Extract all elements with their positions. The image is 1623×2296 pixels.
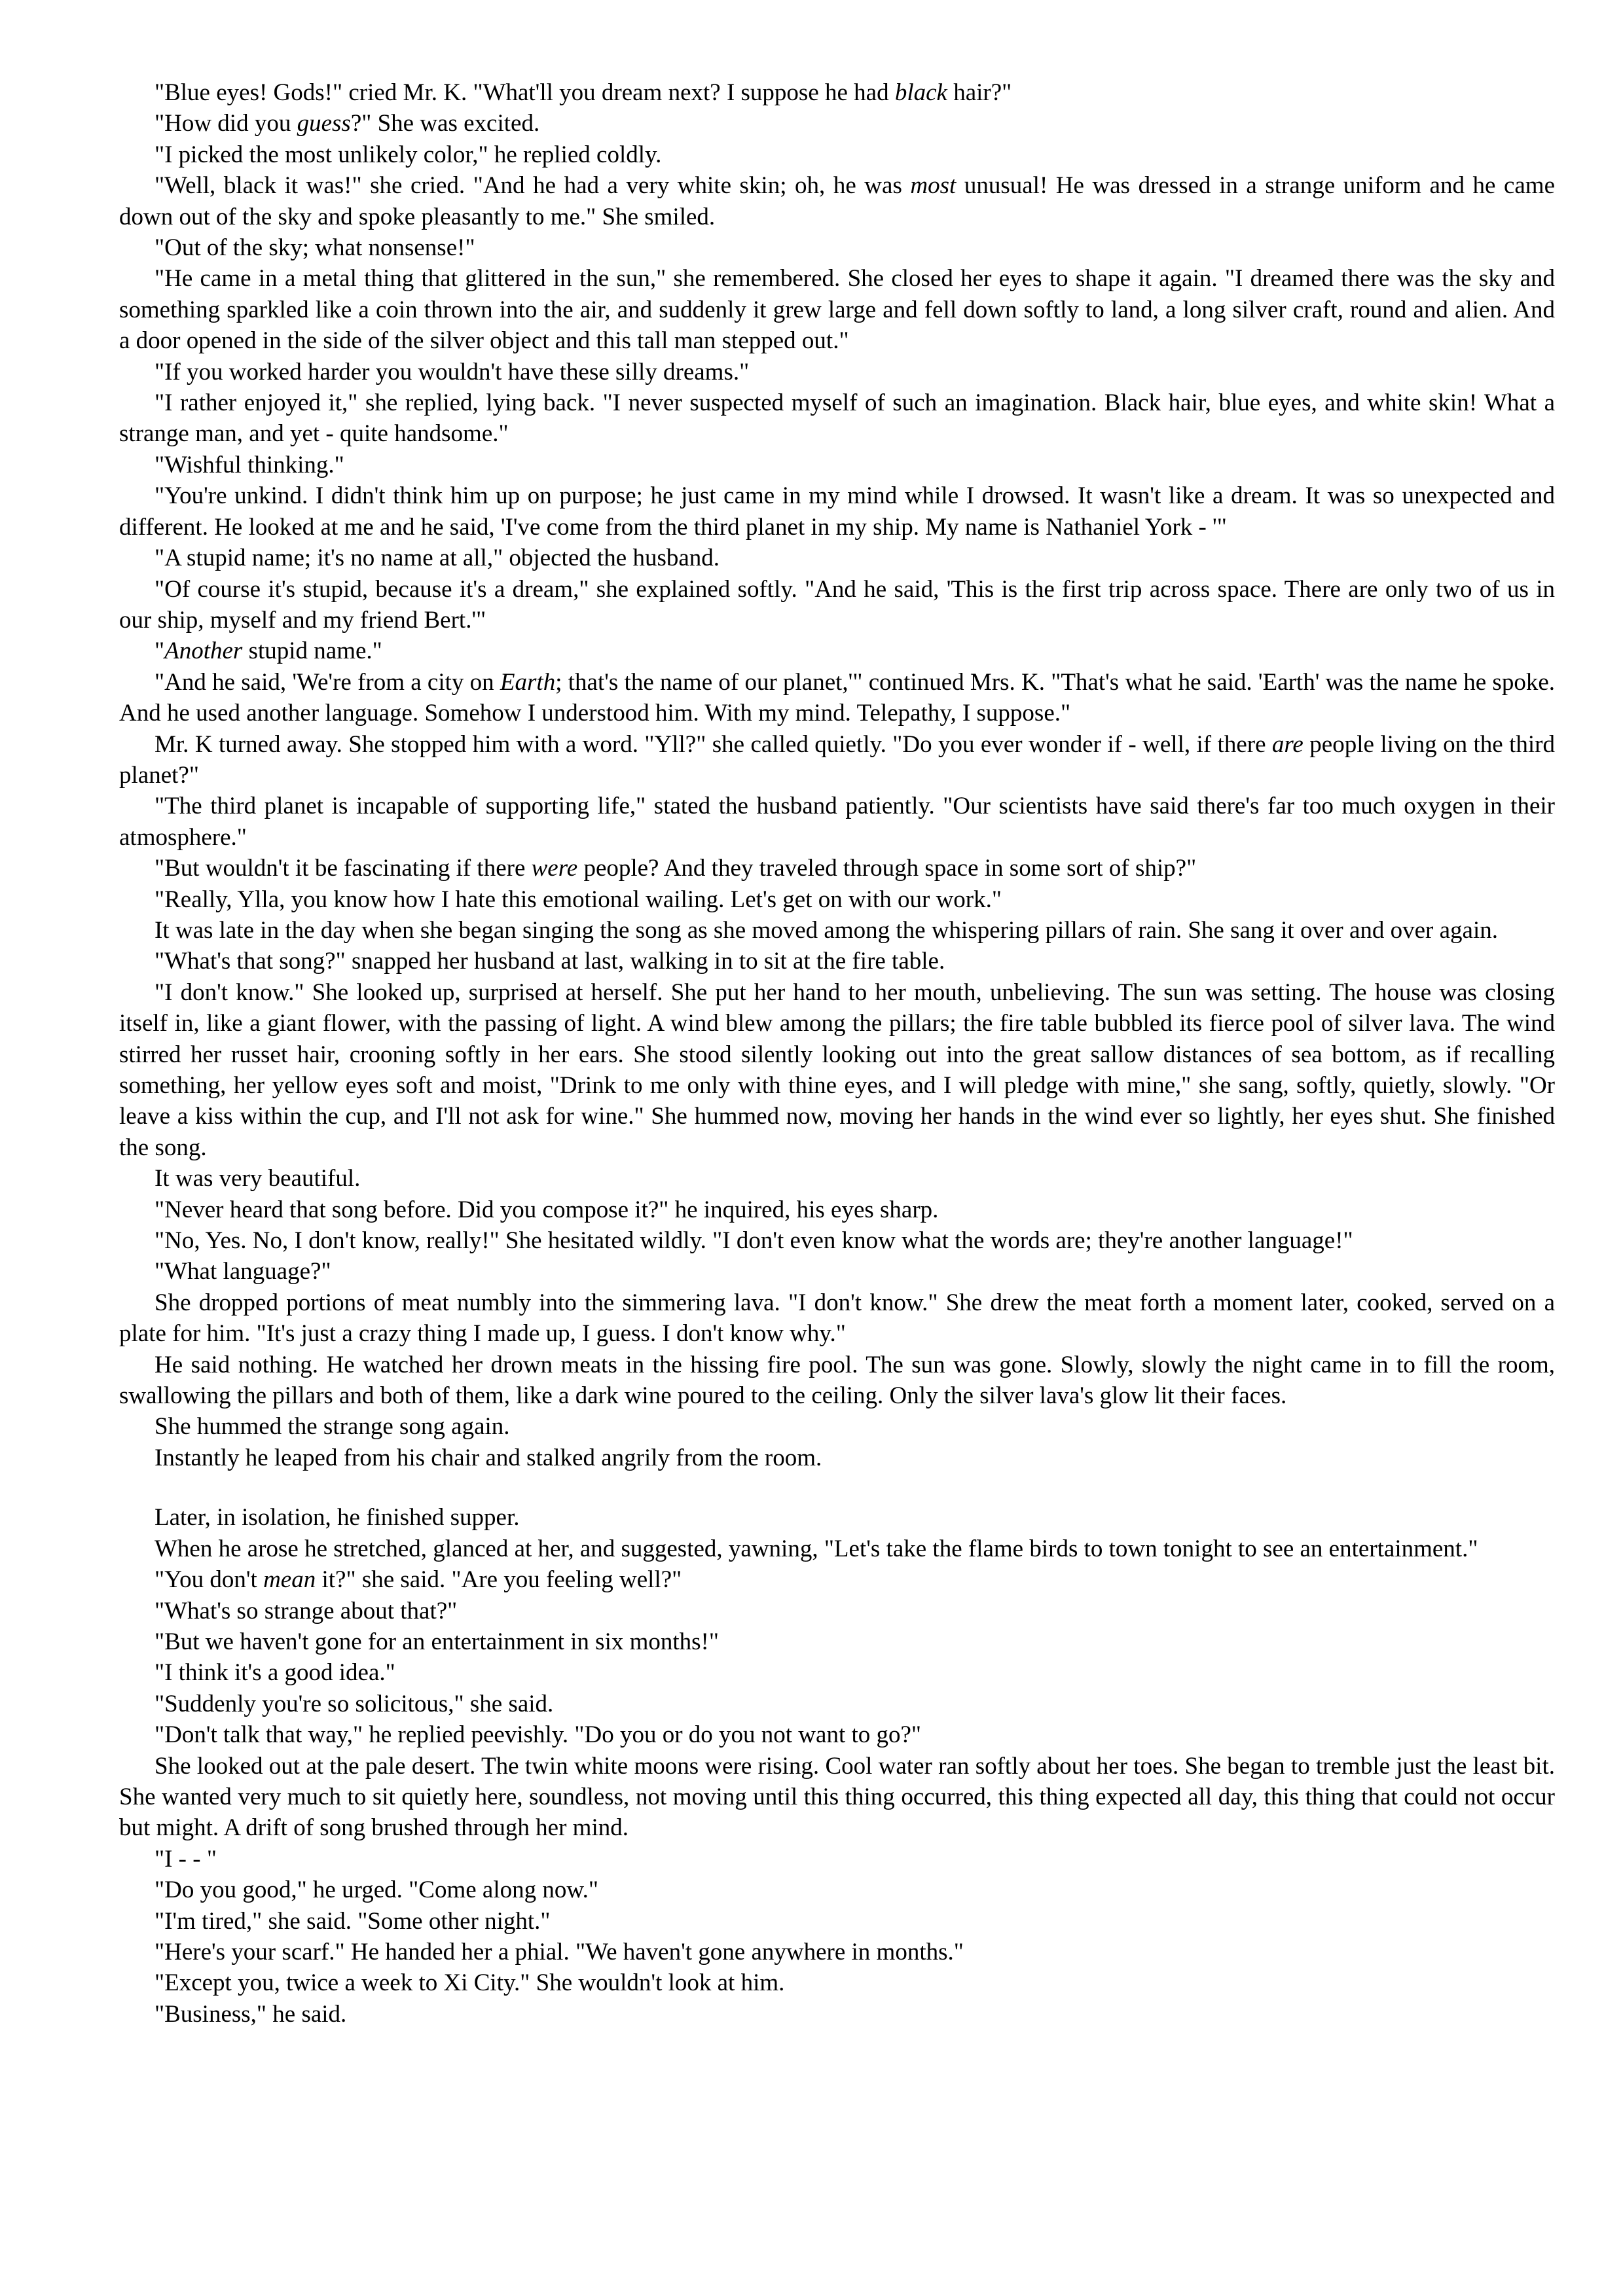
text-run: She looked out at the pale desert. The twin white moons were rising. Cool water ran softly about her toes. She began to tremble just the least bit. She wanted very much to sit quietly here, soundless, not moving until this thing occurred, this thing expected all day, this thing that could not occur but might. A drift of song brushed through her mind.: [119, 1752, 1555, 1842]
paragraph: [119, 170, 1555, 232]
paragraph: [119, 1626, 1555, 1657]
paragraph: [119, 480, 1555, 543]
paragraph: [119, 915, 1555, 946]
text-run: "How did you: [155, 110, 297, 137]
text-run: Later, in isolation, he finished supper.: [155, 1504, 520, 1532]
paragraph: [119, 1443, 1555, 1473]
text-run: "If you worked harder you wouldn't have these silly dreams.": [155, 358, 750, 386]
paragraph: [119, 1225, 1555, 1256]
paragraph: [119, 263, 1555, 356]
text-run: "What's that song?" snapped her husband at last, walking in to sit at the fire table.: [155, 948, 945, 975]
text-run: "The third planet is incapable of supporting life," stated the husband patiently. "Our scientists have said there's far too much oxygen in their atmosphere.": [119, 793, 1555, 851]
text-run: "He came in a metal thing that glittered in the sun," she remembered. She closed her eyes to shape it again. "I dreamed there was the sky and something sparkled like a coin thrown into the air, and suddenly it grew large and fell down softly to land, a long silver craft, round and alien. And a door opened in the side of the silver object and this tall man stepped out.": [119, 265, 1555, 355]
paragraph: [119, 543, 1555, 573]
paragraph: [119, 1194, 1555, 1225]
text-run: "But wouldn't it be fascinating if there: [155, 855, 532, 882]
text-run: "What language?": [155, 1258, 331, 1285]
text-run: "I picked the most unlikely color," he replied coldly.: [155, 141, 662, 168]
paragraph: [119, 1534, 1555, 1564]
paragraph: [119, 946, 1555, 977]
text-run: ": [155, 637, 165, 665]
paragraph: [119, 1999, 1555, 2030]
italic-text: Earth: [500, 668, 556, 696]
paragraph: [119, 1502, 1555, 1533]
paragraph: [119, 450, 1555, 480]
document-page: [119, 77, 1555, 2030]
paragraph: [119, 1937, 1555, 1967]
paragraph: [119, 357, 1555, 387]
paragraph: [119, 636, 1555, 666]
text-run: people living on the third planet?": [119, 730, 1555, 789]
paragraph: [119, 1411, 1555, 1442]
text-run: "And he said, 'We're from a city on: [155, 668, 500, 696]
text-run: "What's so strange about that?": [155, 1597, 458, 1624]
paragraph: [119, 729, 1555, 791]
text-run: "Wishful thinking.": [155, 451, 344, 478]
text-run: "I - - ": [155, 1845, 217, 1873]
text-run: hair?": [947, 79, 1012, 106]
italic-text: mean: [263, 1566, 316, 1594]
italic-text: Another: [164, 637, 243, 665]
paragraph: [119, 1596, 1555, 1626]
italic-text: are: [1271, 730, 1304, 758]
paragraph: [119, 1350, 1555, 1412]
text-run: it?" she said. "Are you feeling well?": [316, 1566, 682, 1594]
text-run: "Of course it's stupid, because it's a dream," she explained softly. "And he said, 'This is the first trip across space. There are only two of us in our ship, myself and my friend Bert.'": [119, 575, 1555, 634]
text-run: people? And they traveled through space in some sort of ship?": [577, 855, 1197, 882]
paragraph: [119, 1287, 1555, 1350]
italic-text: most: [910, 172, 957, 200]
text-run: "A stupid name; it's no name at all," objected the husband.: [155, 545, 720, 572]
text-run: "I'm tired," she said. "Some other night.": [155, 1907, 551, 1935]
italic-text: guess: [297, 110, 351, 137]
text-run: "No, Yes. No, I don't know, really!" She hesitated wildly. "I don't even know what the words are; they're another language!": [155, 1227, 1353, 1255]
text-run: She hummed the strange song again.: [155, 1413, 510, 1441]
italic-text: were: [531, 855, 578, 882]
paragraph: [119, 791, 1555, 853]
text-run: It was late in the day when she began singing the song as she moved among the whispering pillars of rain. She sang it over and over again.: [155, 916, 1498, 944]
paragraph: [119, 574, 1555, 636]
text-run: stupid name.": [242, 637, 382, 665]
text-run: Mr. K turned away. She stopped him with a word. "Yll?" she called quietly. "Do you ever wonder if - well, if there: [155, 730, 1272, 758]
paragraph: [119, 139, 1555, 170]
paragraph: [119, 1751, 1555, 1844]
paragraph: [119, 108, 1555, 139]
paragraph: [119, 1163, 1555, 1194]
text-run: "Really, Ylla, you know how I hate this emotional wailing. Let's get on with our work.": [155, 886, 1002, 913]
paragraph: [119, 1689, 1555, 1719]
paragraph: [119, 1719, 1555, 1750]
text-run: "Suddenly you're so solicitous," she said.: [155, 1690, 554, 1717]
text-run: "Don't talk that way," he replied peevishly. "Do you or do you not want to go?": [155, 1721, 922, 1749]
paragraph: [119, 232, 1555, 263]
paragraph: [119, 853, 1555, 884]
italic-text: black: [894, 79, 947, 106]
text-run: "You don't: [155, 1566, 264, 1594]
text-run: She dropped portions of meat numbly into the simmering lava. "I don't know." She drew the meat forth a moment later, cooked, served on a plate for him. "It's just a crazy thing I made up, I guess. I don't know why.": [119, 1289, 1555, 1348]
text-run: "Blue eyes! Gods!" cried Mr. K. "What'll you dream next? I suppose he had: [155, 79, 895, 106]
paragraph: [119, 1874, 1555, 1905]
text-run: It was very beautiful.: [155, 1165, 361, 1193]
paragraph: [119, 1844, 1555, 1874]
section-break: [119, 1473, 1555, 1502]
text-run: ; that's the name of our planet,'" continued Mrs. K. "That's what he said. 'Earth' was the name he spoke. And he used another language. Somehow I understood him. With my mind. Telepathy, I suppose.": [119, 668, 1555, 727]
text-run: Instantly he leaped from his chair and stalked angrily from the room.: [155, 1444, 822, 1471]
paragraph: [119, 1256, 1555, 1287]
text-run: He said nothing. He watched her drown meats in the hissing fire pool. The sun was gone. Slowly, slowly the night came in to fill the room, swallowing the pillars and both of them, like a dark wine poured to the ceiling. Only the silver lava's glow lit their faces.: [119, 1351, 1555, 1410]
paragraph: [119, 884, 1555, 915]
paragraph: [119, 1564, 1555, 1595]
text-run: When he arose he stretched, glanced at her, and suggested, yawning, "Let's take the flame birds to town tonight to see an entertainment.": [155, 1535, 1478, 1562]
text-run: "Except you, twice a week to Xi City." She wouldn't look at him.: [155, 1969, 785, 1997]
text-run: ?" She was excited.: [350, 110, 540, 137]
text-run: "But we haven't gone for an entertainment in six months!": [155, 1628, 719, 1655]
paragraph: [119, 667, 1555, 729]
text-run: "Business," he said.: [155, 2000, 347, 2028]
text-run: "I don't know." She looked up, surprised at herself. She put her hand to her mouth, unbelieving. The sun was setting. The house was closing itself in, like a giant flower, with the passing of light. A wind blew among the pillars; the fire table bubbled its fierce pool of silver lava. The wind stirred her russet hair, crooning softly in her ears. She stood silently looking out into the great sallow distances of sea bottom, as if recalling something, her yellow eyes soft and moist, "Drink to me only with thine eyes, and I will pledge with mine," she sang, softly, quietly, slowly. "Or leave a kiss within the cup, and I'll not ask for wine." She hummed now, moving her hands in the wind ever so lightly, her eyes shut. She finished the song.: [119, 978, 1555, 1161]
text-run: "Well, black it was!" she cried. "And he had a very white skin; oh, he was: [155, 172, 911, 200]
text-run: "Out of the sky; what nonsense!": [155, 234, 475, 262]
text-run: "Do you good," he urged. "Come along now.": [155, 1876, 599, 1904]
text-run: "I think it's a good idea.": [155, 1659, 395, 1687]
text-run: "You're unkind. I didn't think him up on purpose; he just came in my mind while I drowsed. It wasn't like a dream. It was so unexpected and different. He looked at me and he said, 'I've come from the third planet in my ship. My name is Nathaniel York - '": [119, 482, 1555, 541]
paragraph: [119, 1657, 1555, 1688]
text-run: "Here's your scarf." He handed her a phial. "We haven't gone anywhere in months.": [155, 1938, 964, 1965]
paragraph: [119, 1906, 1555, 1937]
text-run: "Never heard that song before. Did you compose it?" he inquired, his eyes sharp.: [155, 1196, 939, 1223]
paragraph: [119, 387, 1555, 450]
paragraph: [119, 77, 1555, 108]
paragraph: [119, 977, 1555, 1163]
text-run: unusual! He was dressed in a strange uniform and he came down out of the sky and spoke pleasantly to me." She smiled.: [119, 172, 1555, 230]
text-run: "I rather enjoyed it," she replied, lying back. "I never suspected myself of such an imagination. Black hair, blue eyes, and white skin! What a strange man, and yet - quite handsome.": [119, 389, 1555, 448]
paragraph: [119, 1967, 1555, 1998]
